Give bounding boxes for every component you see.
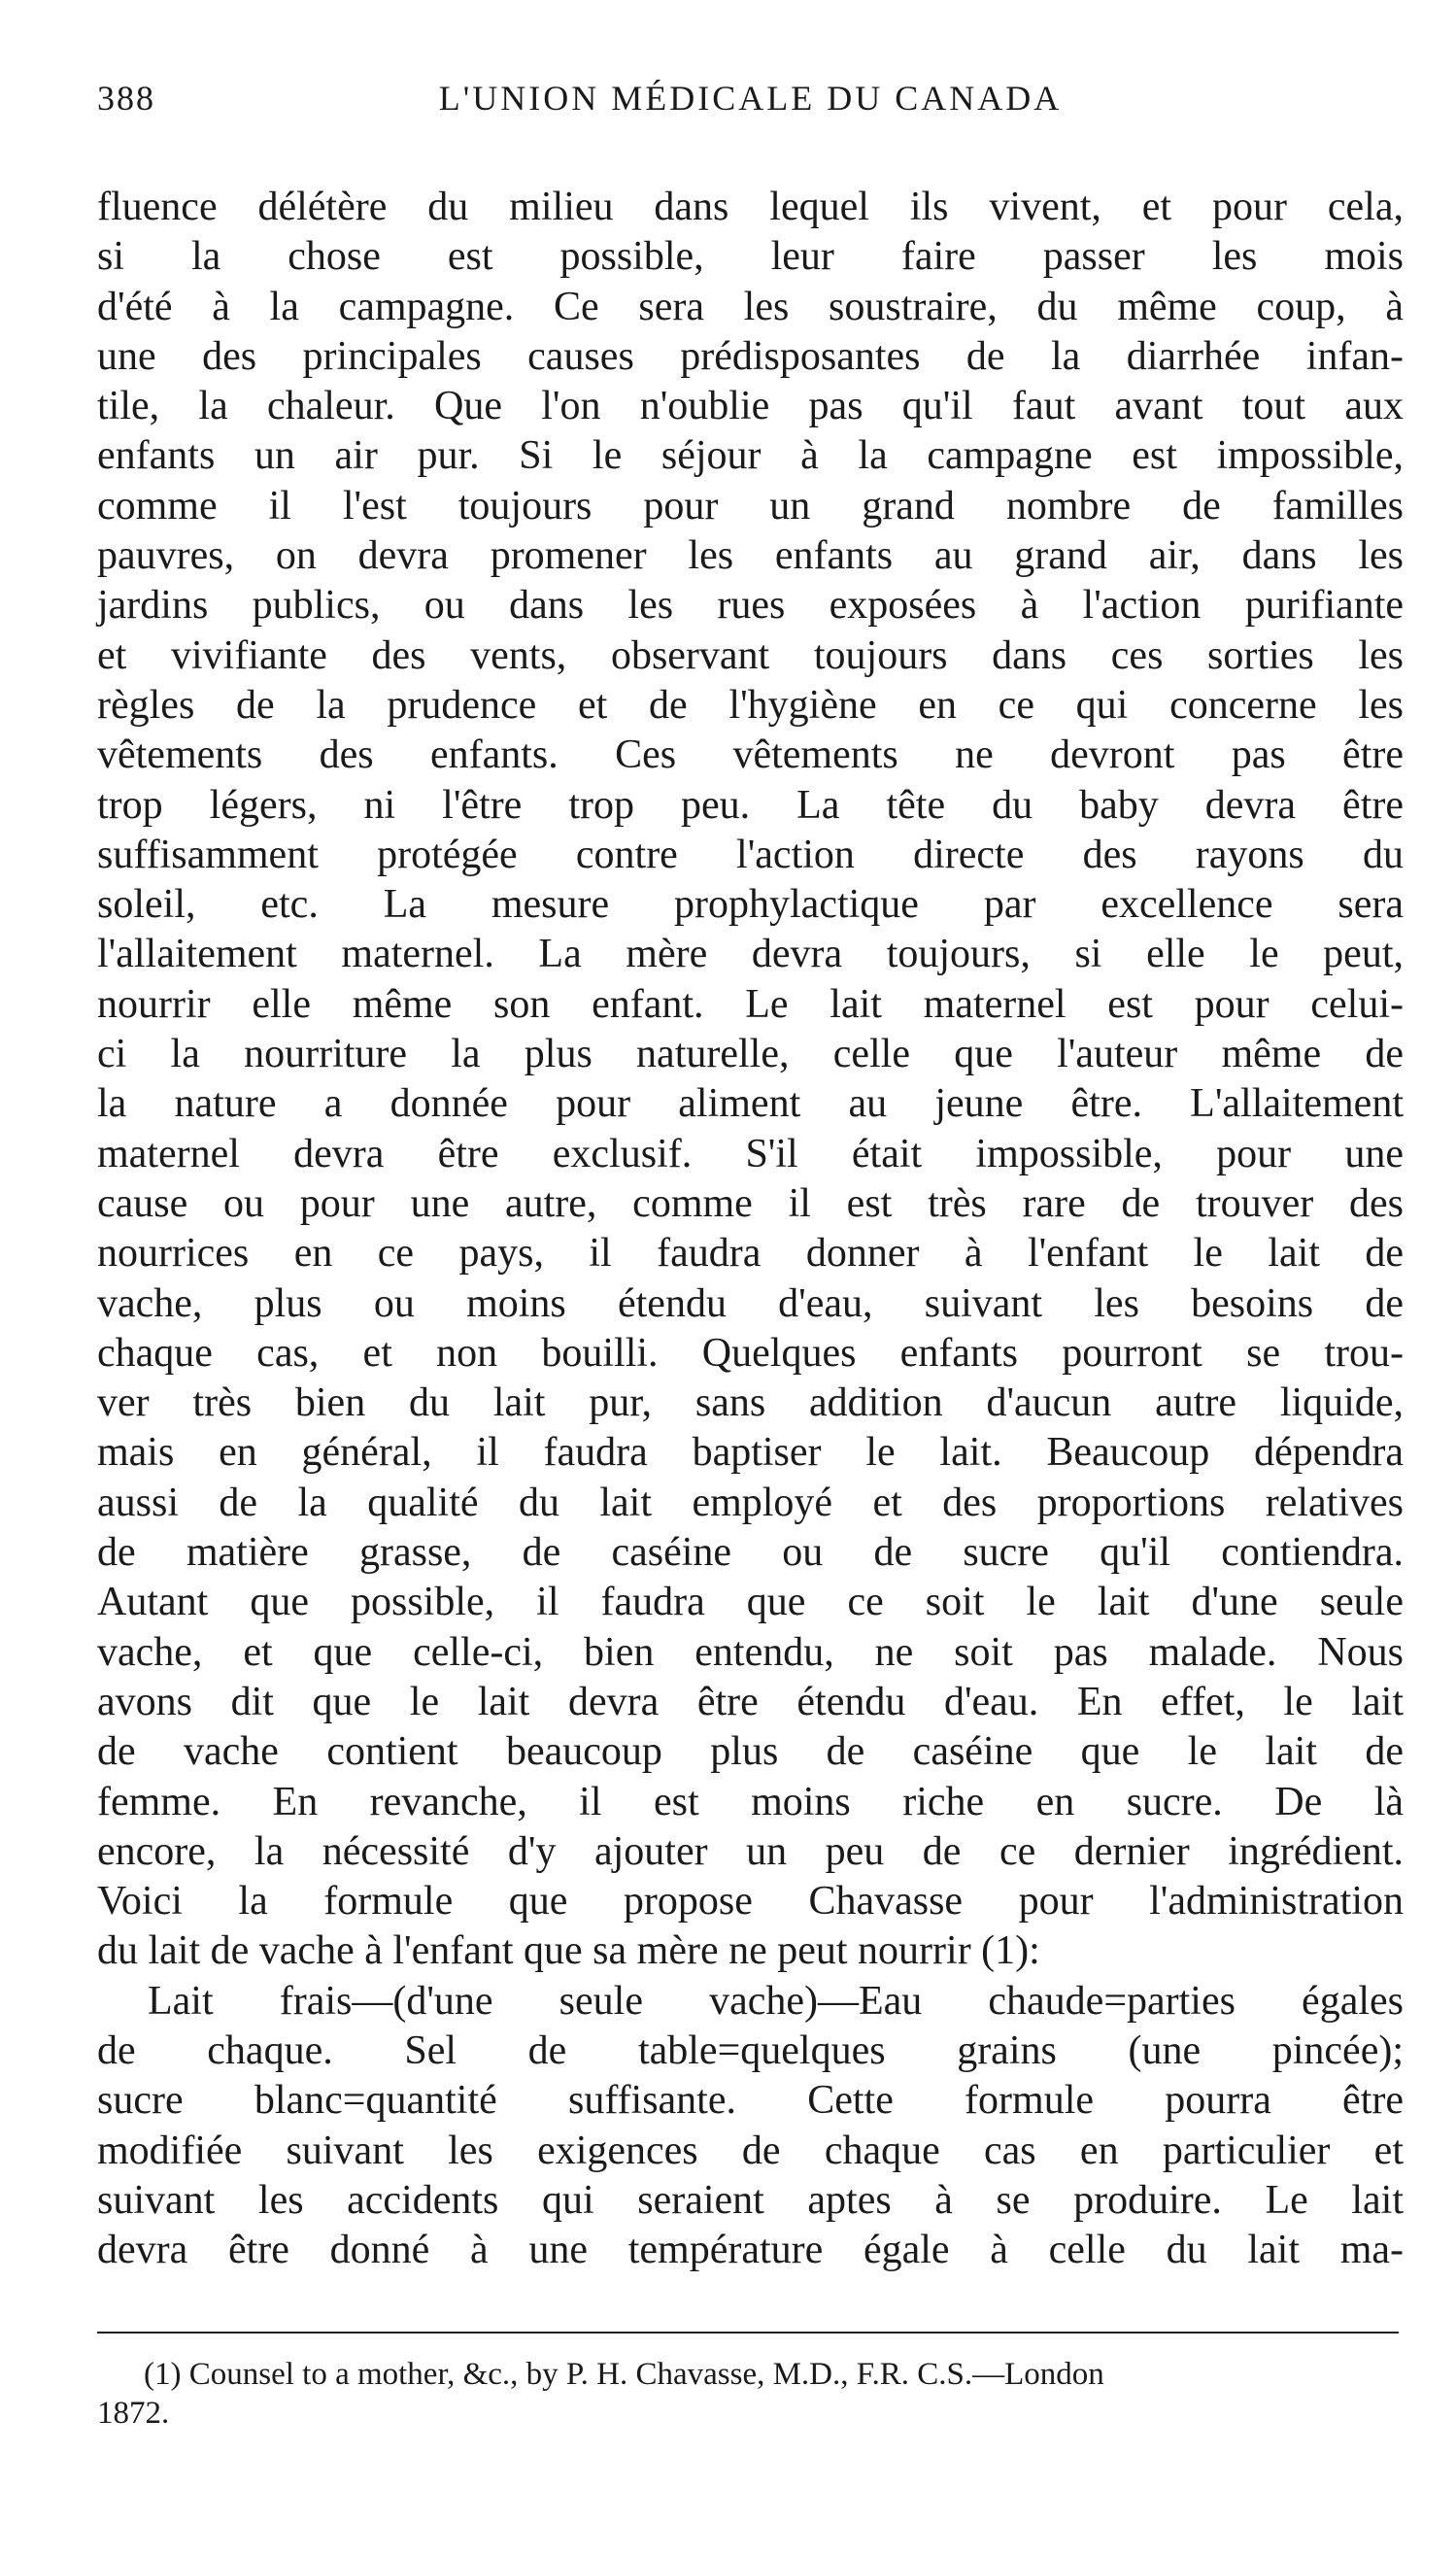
text-line: cause ou pour une autre, comme il est très rare de trouver des	[97, 1180, 1404, 1226]
text-line: Voici la formule que propose Chavasse pour l'administration	[97, 1879, 1404, 1925]
text-line: femme. En revanche, il est moins riche en sucre. De là	[97, 1779, 1404, 1824]
body-text	[97, 183, 1404, 2275]
text-line: du lait de vache à l'enfant que sa mère ne peut nourrir (1):	[97, 1928, 1040, 1974]
text-line: vêtements des enfants. Ces vêtements ne devront pas être	[97, 732, 1404, 778]
footnote-line: (1) Counsel to a mother, &c., by P. H. Chavasse, M.D., F.R. C.S.—London	[144, 2357, 1104, 2393]
text-line: pauvres, on devra promener les enfants au grand air, dans les	[97, 533, 1404, 579]
text-line: d'été à la campagne. Ce sera les soustraire, du même coup, à	[97, 284, 1404, 329]
running-head	[97, 78, 1404, 136]
text-line: fluence délétère du milieu dans lequel ils vivent, et pour cela,	[97, 185, 1404, 229]
text-line: chaque cas, et non bouilli. Quelques enfants pourront se trou-	[97, 1330, 1404, 1376]
text-line: comme il l'est toujours pour un grand nombre de familles	[97, 483, 1404, 528]
text-line: la nature a donnée pour aliment au jeune être. L'allaitement	[97, 1081, 1404, 1127]
text-line: suffisamment protégée contre l'action directe des rayons du	[97, 832, 1404, 877]
footnote-line: 1872.	[97, 2396, 170, 2432]
text-line: Lait frais—(d'une seule vache)—Eau chaude=parties égales	[148, 1978, 1404, 2024]
text-line: avons dit que le lait devra être étendu d'eau. En effet, le lait	[97, 1679, 1404, 1724]
text-line: de chaque. Sel de table=quelques grains (une pincée);	[97, 2027, 1404, 2073]
text-line: une des principales causes prédisposantes de la diarrhée infan-	[97, 333, 1404, 379]
text-line: si la chose est possible, leur faire passer les mois	[97, 234, 1404, 280]
text-line: et vivifiante des vents, observant toujours dans ces sorties les	[97, 632, 1404, 678]
text-line: sucre blanc=quantité suffisante. Cette formule pourra être	[97, 2078, 1404, 2124]
text-line: nourrices en ce pays, il faudra donner à l'enfant le lait de	[97, 1231, 1404, 1277]
text-line: enfants un air pur. Si le séjour à la campagne est impossible,	[97, 433, 1404, 479]
text-line: de vache contient beaucoup plus de caséine que le lait de	[97, 1729, 1404, 1775]
text-line: de matière grasse, de caséine ou de sucre qu'il contiendra.	[97, 1530, 1404, 1576]
text-line: soleil, etc. La mesure prophylactique par excellence sera	[97, 882, 1404, 928]
text-line: jardins publics, ou dans les rues exposées à l'action purifiante	[97, 583, 1404, 629]
text-line: vache, plus ou moins étendu d'eau, suivant les besoins de	[97, 1280, 1404, 1326]
text-line: mais en général, il faudra baptiser le lait. Beaucoup dépendra	[97, 1430, 1404, 1476]
text-line: maternel devra être exclusif. S'il était impossible, pour une	[97, 1131, 1404, 1176]
text-line: tile, la chaleur. Que l'on n'oublie pas qu'il faut avant tout aux	[97, 384, 1404, 429]
footnote	[97, 2355, 1404, 2433]
text-line: encore, la nécessité d'y ajouter un peu de ce dernier ingrédient.	[97, 1828, 1404, 1874]
text-line: vache, et que celle-ci, bien entendu, ne soit pas malade. Nous	[97, 1629, 1404, 1675]
journal-title: L'UNION MÉDICALE DU CANADA	[438, 79, 1063, 118]
text-line: ci la nourriture la plus naturelle, celle que l'auteur même de	[97, 1032, 1404, 1077]
text-line: l'allaitement maternel. La mère devra toujours, si elle le peut,	[97, 932, 1404, 977]
text-line: règles de la prudence et de l'hygiène en ce qui concerne les	[97, 682, 1404, 728]
text-line: aussi de la qualité du lait employé et des proportions relatives	[97, 1480, 1404, 1525]
text-line: trop légers, ni l'être trop peu. La tête du baby devra être	[97, 782, 1404, 828]
text-line: ver très bien du lait pur, sans addition d'aucun autre liquide,	[97, 1380, 1404, 1426]
text-line: devra être donné à une température égale à celle du lait ma-	[97, 2228, 1404, 2273]
document-page	[97, 78, 1404, 2433]
text-line: modifiée suivant les exigences de chaque cas en particulier et	[97, 2128, 1404, 2173]
page-number: 388	[97, 79, 155, 118]
footnote-divider	[97, 2332, 1399, 2334]
text-line: nourrir elle même son enfant. Le lait maternel est pour celui-	[97, 981, 1404, 1027]
text-line: Autant que possible, il faudra que ce soit le lait d'une seule	[97, 1580, 1404, 1625]
text-line: suivant les accidents qui seraient aptes à se produire. Le lait	[97, 2177, 1404, 2223]
